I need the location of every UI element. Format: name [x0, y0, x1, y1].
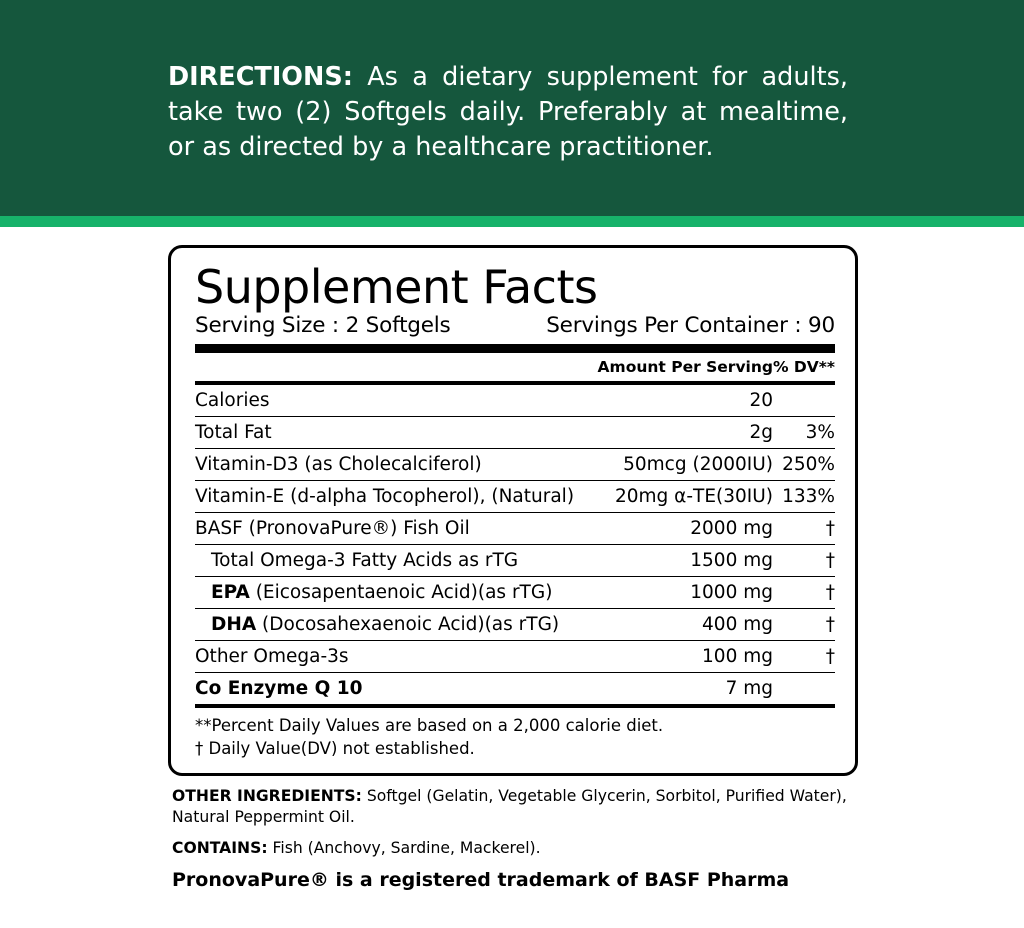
row-amount: 20 — [603, 385, 773, 417]
row-amount: 1500 mg — [603, 544, 773, 576]
directions-text — [168, 60, 848, 166]
supplement-facts-rows — [195, 385, 835, 704]
row-name-rest: (Eicosapentaenoic Acid)(as rTG) — [249, 581, 553, 603]
other-ingredients — [172, 786, 872, 828]
table-row — [195, 544, 835, 576]
contains-text: Fish (Anchovy, Sardine, Mackerel). — [267, 838, 541, 857]
row-amount: 100 mg — [603, 640, 773, 672]
supplement-facts-panel — [168, 245, 858, 776]
table-row — [195, 640, 835, 672]
table-row — [195, 608, 835, 640]
row-dv — [773, 672, 835, 704]
row-name: BASF (PronovaPure®) Fish Oil — [195, 512, 603, 544]
row-amount: 1000 mg — [603, 576, 773, 608]
row-name: Vitamin-D3 (as Cholecalciferol) — [195, 448, 603, 480]
serving-size: Serving Size : 2 Softgels — [195, 312, 451, 338]
bottom-text-section — [172, 786, 872, 893]
row-dv: † — [773, 544, 835, 576]
supplement-facts-table — [195, 353, 835, 381]
row-dv: † — [773, 576, 835, 608]
row-name-abbrev: DHA — [211, 613, 257, 635]
row-name — [195, 576, 603, 608]
table-header-row — [195, 353, 835, 381]
header-percent-dv: % DV** — [773, 357, 835, 376]
table-row — [195, 448, 835, 480]
row-dv: † — [773, 640, 835, 672]
row-amount: 20mg α-TE(30IU) — [603, 480, 773, 512]
directions-label: DIRECTIONS: — [168, 62, 353, 92]
supplement-facts-section — [0, 227, 1024, 776]
row-name — [195, 608, 603, 640]
header-amount-per-serving: Amount Per Serving — [597, 357, 773, 376]
row-dv: † — [773, 608, 835, 640]
row-dv — [773, 385, 835, 417]
row-name: Vitamin-E (d-alpha Tocopherol), (Natural) — [195, 480, 603, 512]
trademark-notice: PronovaPure® is a registered trademark of BASF Pharma — [172, 868, 790, 891]
table-row — [195, 512, 835, 544]
contains-label: CONTAINS: — [172, 838, 268, 857]
row-amount: 7 mg — [725, 677, 773, 699]
row-name: Total Fat — [195, 416, 603, 448]
table-row — [195, 672, 835, 704]
row-dv: 3% — [773, 416, 835, 448]
row-name-rest: (Docosahexaenoic Acid)(as rTG) — [256, 613, 560, 635]
table-row — [195, 416, 835, 448]
row-dv: † — [773, 512, 835, 544]
divider-thick-top — [195, 344, 835, 353]
row-amount: 400 mg — [603, 608, 773, 640]
row-name: Co Enzyme Q 10 — [195, 677, 363, 699]
contains — [172, 838, 872, 859]
other-ingredients-label: OTHER INGREDIENTS: — [172, 787, 362, 806]
row-name: Total Omega-3 Fatty Acids as rTG — [195, 544, 603, 576]
other-ingredients-text: Softgel (Gelatin, Vegetable Glycerin, Sorbitol, Purified Water), Natural Peppermint Oil. — [172, 787, 847, 827]
row-name: Calories — [195, 385, 603, 417]
row-dv: 133% — [773, 480, 835, 512]
directions-body: As a dietary supplement for adults, take two (2) Softgels daily. Preferably at mealtime, or as directed by a healthcare practitioner. — [168, 62, 848, 163]
directions-band — [0, 0, 1024, 216]
table-row — [195, 385, 835, 417]
table-row — [195, 480, 835, 512]
accent-bar — [0, 216, 1024, 227]
row-dv: 250% — [773, 448, 835, 480]
row-amount: 50mcg (2000IU) — [603, 448, 773, 480]
table-row — [195, 576, 835, 608]
row-name-abbrev: EPA — [211, 581, 250, 603]
divider-medium-bottom — [195, 704, 835, 708]
footnote-dagger: † Daily Value(DV) not established. — [195, 738, 475, 758]
supplement-facts-title: Supplement Facts — [195, 260, 598, 314]
row-amount: 2000 mg — [603, 512, 773, 544]
row-name: Other Omega-3s — [195, 640, 603, 672]
row-amount: 2g — [603, 416, 773, 448]
footnote-daily-values: **Percent Daily Values are based on a 2,000 calorie diet. — [195, 715, 664, 735]
servings-per-container: Servings Per Container : 90 — [546, 312, 835, 338]
serving-info-row — [195, 313, 835, 338]
